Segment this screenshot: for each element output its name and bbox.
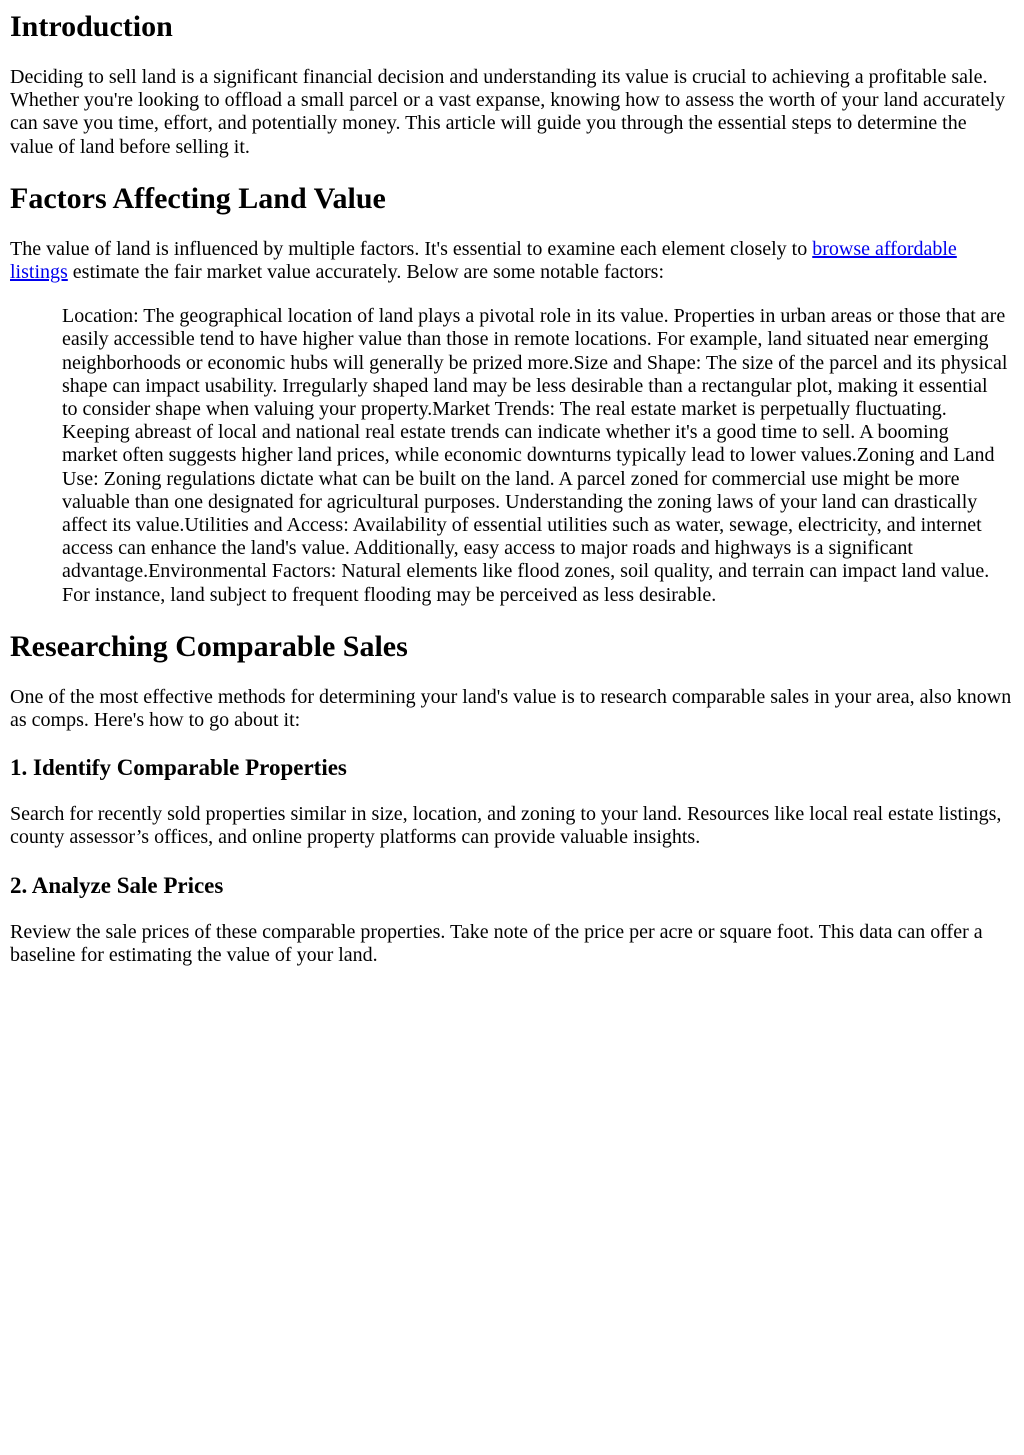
intro-paragraph: Deciding to sell land is a significant financial decision and understanding its value is crucial to achieving a profitable sale. Whether you're looking to offload a small parcel or a vast expanse, knowing how to assess the worth of your land accurately can save you time, effort, and potentially money. This article will guide you through the essential steps to determine the value of land before selling it. (10, 66, 1006, 158)
factors-text-after-link: estimate the fair market value accurately. Below are some notable factors: (67, 261, 665, 284)
heading-identify-comparable-properties: 1. Identify Comparable Properties (10, 755, 347, 781)
factors-text-before-link: The value of land is influenced by multiple factors. It's essential to examine each element closely to (10, 237, 813, 260)
heading-factors-affecting-land-value: Factors Affecting Land Value (10, 181, 386, 215)
heading-researching-comparable-sales: Researching Comparable Sales (10, 629, 408, 663)
heading-introduction: Introduction (10, 10, 173, 43)
browse-affordable-listings-link[interactable]: browse affordable listings (10, 237, 957, 284)
factors-list-quote: Location: The geographical location of land plays a pivotal role in its value. Properties in urban areas or those that are easily accessible tend to have higher value than those in remote locations. For example, land situated near emerging neighborhoods or economic hubs will generally be prized more.Size and Shape: The size of the parcel and its physical shape can impact usability. Irregularly shaped land may be less desirable than a rectangular plot, making it essential to consider shape when valuing your property.Market Trends: The real estate market is perpetually fluctuating. Keeping abreast of local and national real estate trends can indicate whether it's a good time to sell. A booming market often suggests higher land prices, while economic downturns typically lead to lower values.Zoning and Land Use: Zoning regulations dictate what can be built on the land. A parcel zoned for commercial use might be more valuable than one designated for agricultural purposes. Understanding the zoning laws of your land can drastically affect its value.Utilities and Access: Availability of essential utilities such as water, sewage, electricity, and internet access can enhance the land's value. Additionally, easy access to major roads and highways is a significant advantage.Environmental Factors: Natural elements like flood zones, soil quality, and terrain can impact land value. For instance, land subject to frequent flooding may be perceived as less desirable. (62, 305, 1008, 606)
heading-analyze-sale-prices: 2. Analyze Sale Prices (10, 872, 224, 898)
identify-comparable-properties-paragraph: Search for recently sold properties similar in size, location, and zoning to your land. Resources like local real estate listings, county assessor’s offices, and online property platforms can provide valuable insights. (10, 803, 1002, 849)
comps-paragraph: One of the most effective methods for determining your land's value is to research comparable sales in your area, also known as comps. Here's how to go about it: (10, 685, 1012, 732)
factors-paragraph (10, 238, 1014, 284)
analyze-sale-prices-paragraph: Review the sale prices of these comparable properties. Take note of the price per acre or square foot. This data can offer a baseline for estimating the value of your land. (10, 920, 983, 966)
article (0, 9, 1024, 967)
